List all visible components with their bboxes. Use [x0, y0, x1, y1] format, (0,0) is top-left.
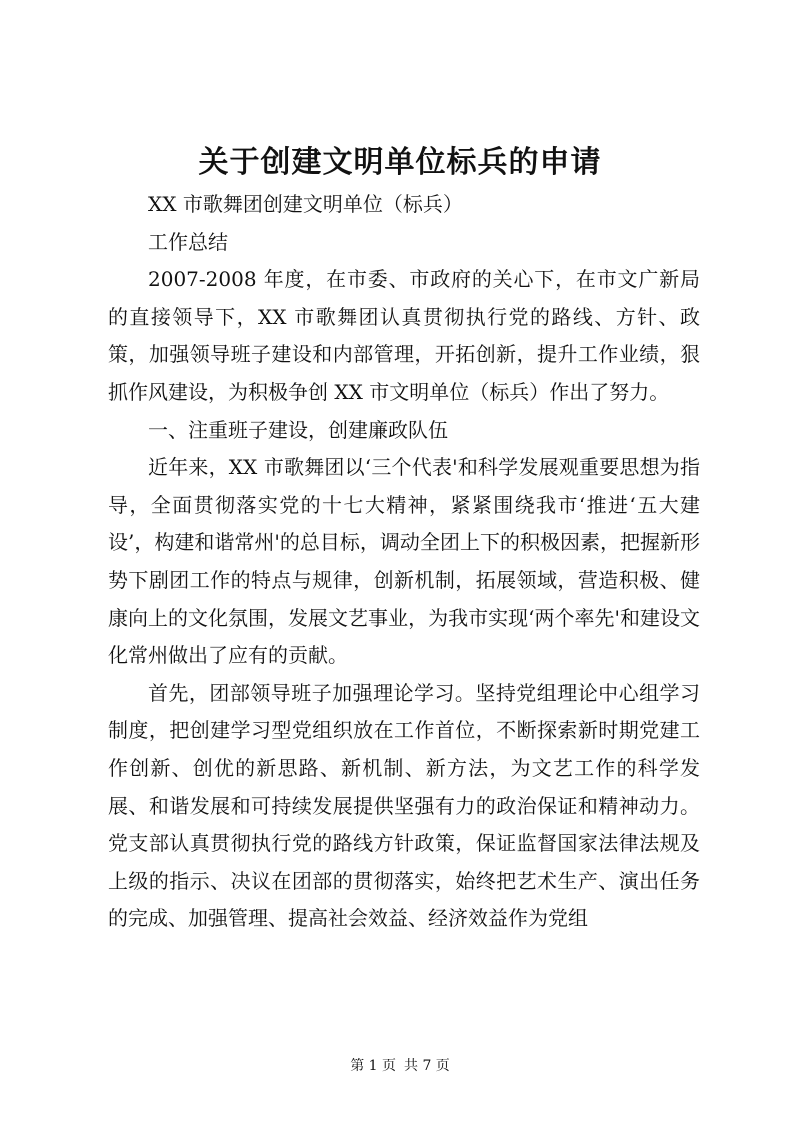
- page-footer: [0, 1056, 800, 1076]
- page-total: 共 7 页: [404, 1058, 450, 1074]
- subtitle-line-2: 工作总结: [148, 229, 228, 254]
- document-body: [108, 186, 700, 938]
- body-paragraph-2: 首先，团部领导班子加强理论学习。坚持党组理论中心组学习制度，把创建学习型党组织放在工作首位，不断探索新时期党建工作创新、创优的新思路、新机制、新方法，为文艺工作的科学发展、和谐发展和可持续发展提供坚强有力的政治保证和精神动力。党支部认真贯彻执行党的路线方针政策，保证监督国家法律法规及上级的指示、决议在团部的贯彻落实，始终把艺术生产、演出任务的完成、加强管理、提高社会效益、经济效益作为党组: [108, 680, 700, 931]
- page-number: 第 1 页: [350, 1058, 396, 1074]
- subtitle-line-1: XX 市歌舞团创建文明单位（标兵）: [148, 192, 463, 216]
- body-paragraph-1: 近年来，XX 市歌舞团以‘三个代表'和科学发展观重要思想为指导，全面贯彻落实党的十七大精神，紧紧围绕我市‘推进‘五大建设’，构建和谐常州'的总目标，调动全团上下的积极因素，把握新形势下剧团工作的特点与规律，创新机制，拓展领域，营造积极、健康向上的文化氛围，发展文艺事业，为我市实现‘两个率先'和建设文化常州做出了应有的贡献。: [108, 455, 700, 668]
- document-title: 关于创建文明单位标兵的申请: [198, 145, 602, 180]
- section-heading-1: 一、注重班子建设，创建廉政队伍: [148, 417, 448, 442]
- intro-paragraph: 2007-2008 年度，在市委、市政府的关心下，在市文广新局的直接领导下，XX 市歌舞团认真贯彻执行党的路线、方针、政策，加强领导班子建设和内部管理，开拓创新，提升工作业绩，狠抓作风建设，为积极争创 XX 市文明单位（标兵）作出了努力。: [108, 267, 700, 404]
